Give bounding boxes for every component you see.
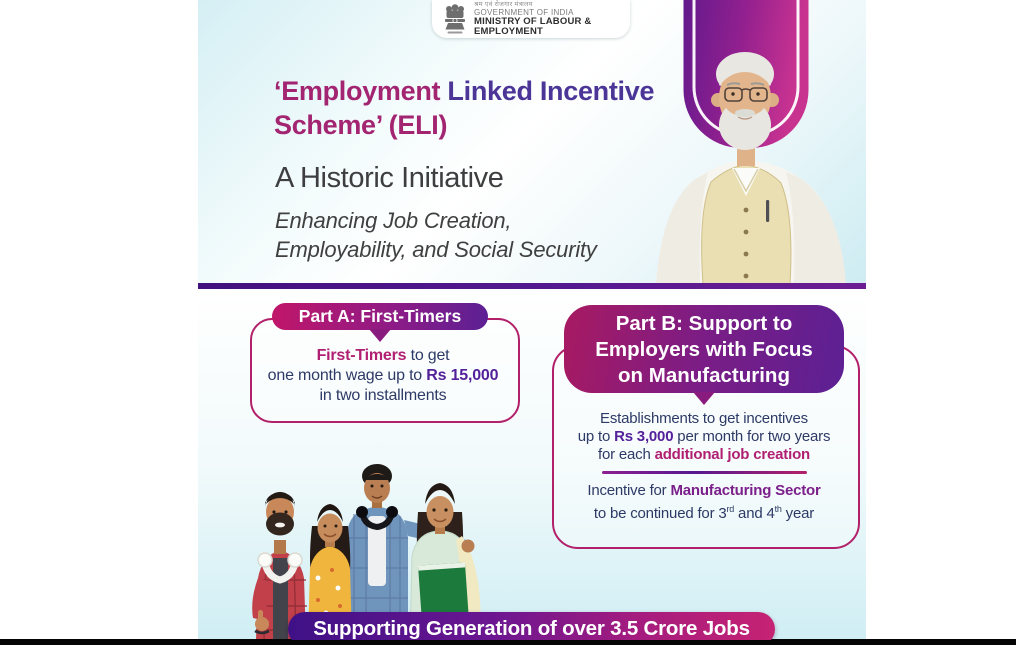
part-b-accent-job-creation: additional job creation xyxy=(654,446,810,463)
part-b-body xyxy=(554,410,854,523)
part-a-line1-rest: to get xyxy=(406,347,450,364)
ministry-name-hindi: श्रम एवं रोजगार मंत्रालय xyxy=(474,0,533,8)
scheme-title-part1: ‘Employment xyxy=(274,76,441,106)
ministry-badge xyxy=(432,0,630,38)
part-a-heading: Part A: First-Timers xyxy=(298,306,462,326)
scheme-subtitle: A Historic Initiative xyxy=(275,162,504,194)
part-b-accent-manufacturing: Manufacturing Sector xyxy=(670,482,821,499)
part-a-line3: in two installments xyxy=(319,387,447,404)
jobs-banner xyxy=(288,612,775,640)
scheme-title-line2: Scheme’ (ELI) xyxy=(274,110,448,140)
tagline-line2: Employability, and Social Security xyxy=(275,237,597,262)
part-b-sup-rd: rd xyxy=(726,504,735,514)
part-a-accent-amount: Rs 15,000 xyxy=(426,367,499,384)
poster-top-section xyxy=(198,0,866,283)
part-b-heading-pill xyxy=(564,305,844,393)
scheme-title-part2: Linked Incentive xyxy=(440,76,655,106)
part-b-line2-post: per month for two years xyxy=(673,428,831,445)
pm-photo xyxy=(648,0,866,284)
poster-bottom-section xyxy=(198,289,866,640)
ministry-badge-text xyxy=(474,1,591,37)
scheme-tagline xyxy=(275,206,597,264)
part-a-accent-first-timers: First-Timers xyxy=(316,347,407,364)
part-b-heading-line1: Part B: Support to xyxy=(615,312,793,335)
part-b-sup-th: th xyxy=(774,504,782,514)
part-a-heading-pill xyxy=(272,303,488,330)
eli-poster xyxy=(198,0,866,640)
part-a-line2-pre: one month wage up to xyxy=(267,367,427,384)
incentive-divider xyxy=(602,471,807,474)
part-b-line3-pre: for each xyxy=(598,446,655,463)
part-b-line1: Establishments to get incentives xyxy=(600,410,808,427)
ministry-name-line2: EMPLOYMENT xyxy=(474,26,544,38)
ministry-name-line1: MINISTRY OF LABOUR & xyxy=(474,16,592,28)
part-b-line4-pre: Incentive for xyxy=(587,482,671,499)
tagline-line1: Enhancing Job Creation, xyxy=(275,208,512,233)
part-b-accent-amount: Rs 3,000 xyxy=(614,428,674,445)
people-photo xyxy=(228,428,528,640)
part-b-line5-post: year xyxy=(781,505,815,522)
part-b-pointer xyxy=(693,392,715,405)
part-b-line2-pre: up to xyxy=(577,428,615,445)
jobs-banner-text: Supporting Generation of over 3.5 Crore Jobs xyxy=(313,617,750,640)
part-b-heading-line3: on Manufacturing xyxy=(618,364,790,387)
part-b-heading-line2: Employers with Focus xyxy=(595,338,813,361)
scheme-title xyxy=(274,74,694,142)
part-a-body xyxy=(250,346,516,406)
government-of-india-label: GOVERNMENT OF INDIA xyxy=(474,7,574,17)
part-b-line5-pre: to be continued for 3 xyxy=(593,505,727,522)
part-b-line5-mid: and 4 xyxy=(734,505,775,522)
part-a-pointer xyxy=(369,329,391,342)
ashoka-emblem-icon xyxy=(442,3,468,35)
